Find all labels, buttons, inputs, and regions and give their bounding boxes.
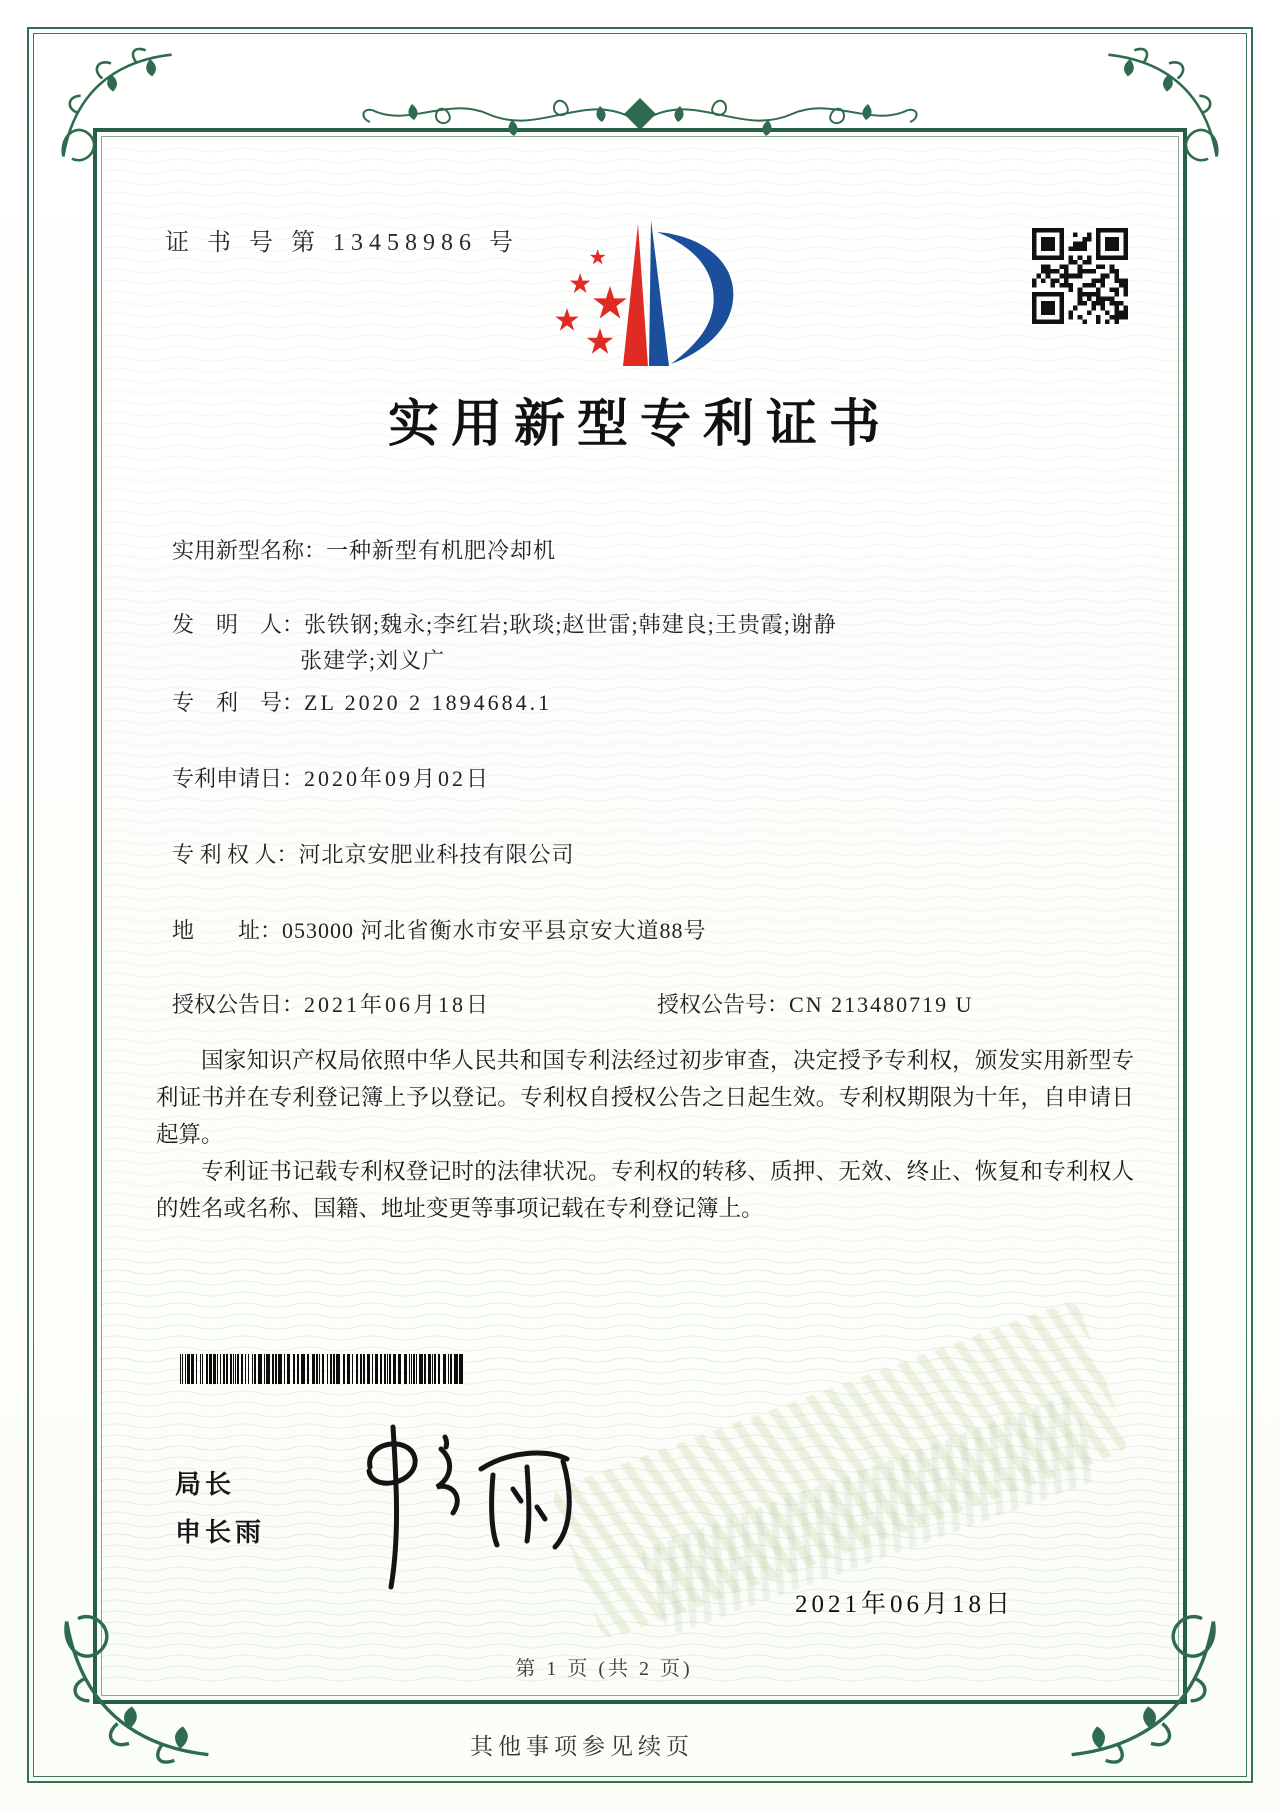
field-patentee: [172, 838, 575, 869]
director-title-label: 局长: [175, 1469, 236, 1499]
ornament-center-diamond: [624, 98, 656, 130]
field-patent-number: [172, 686, 552, 717]
corner-flourish-top-left: [46, 46, 176, 176]
field-label: 授权公告日：: [172, 992, 305, 1017]
field-value: 张铁钢;魏永;李红岩;耿琰;赵世雷;韩建良;王贵霞;谢静: [304, 612, 837, 637]
corner-flourish-top-right: [1104, 46, 1234, 176]
continuation-note: 其他事项参见续页: [470, 1734, 694, 1759]
certificate-number: 证 书 号 第 13458986 号: [165, 230, 519, 256]
qr-code: [1032, 228, 1128, 324]
field-grant-row: [172, 988, 1187, 1019]
top-center-ornament: [360, 86, 920, 148]
field-grant-number: [657, 988, 973, 1019]
field-label: 专 利 权 人：: [172, 842, 299, 867]
field-label: 专 利 号：: [172, 690, 305, 715]
field-filing-date: [172, 762, 491, 793]
page-number: 第 1 页 (共 2 页): [515, 1658, 693, 1680]
field-value: CN 213480719 U: [789, 992, 974, 1017]
field-value: 一种新型有机肥冷却机: [326, 538, 557, 563]
field-inventors-line2: [300, 644, 445, 675]
field-value: 053000 河北省衡水市安平县京安大道88号: [282, 918, 707, 943]
cnipa-emblem-icon: [545, 216, 745, 368]
field-label: 授权公告号：: [657, 992, 790, 1017]
field-label: 发 明 人：: [172, 612, 305, 637]
field-value: 2021年06月18日: [304, 992, 492, 1017]
director-name-label: 申长雨: [175, 1517, 266, 1547]
legal-paragraph-1: 国家知识产权局依照中华人民共和国专利法经过初步审查，决定授予专利权，颁发实用新型专利证书并在专利登记簿上予以登记。专利权自授权公告之日起生效。专利权期限为十年，自申请日起算。: [156, 1048, 1134, 1147]
field-label: 专利申请日：: [172, 766, 305, 791]
legal-body: [156, 1042, 1134, 1227]
field-inventors: [172, 608, 837, 639]
field-value: 张建学;刘义广: [300, 648, 446, 673]
field-label: 实用新型名称：: [172, 538, 327, 563]
field-utility-model-name: [172, 534, 556, 565]
field-value: ZL 2020 2 1894684.1: [304, 690, 553, 715]
field-address: [172, 914, 707, 945]
director-signature-handwriting: [315, 1415, 595, 1590]
field-label: 地 址：: [172, 918, 283, 943]
field-value: 2020年09月02日: [304, 766, 492, 791]
certificate-title: 实用新型专利证书: [387, 397, 892, 453]
issue-date: 2021年06月18日: [795, 1591, 1015, 1618]
barcode: [180, 1354, 464, 1384]
legal-paragraph-2: 专利证书记载专利权登记时的法律状况。专利权的转移、质押、无效、终止、恢复和专利权人的姓名或名称、国籍、地址变更等事项记载在专利登记簿上。: [156, 1159, 1134, 1221]
field-value: 河北京安肥业科技有限公司: [298, 842, 575, 867]
